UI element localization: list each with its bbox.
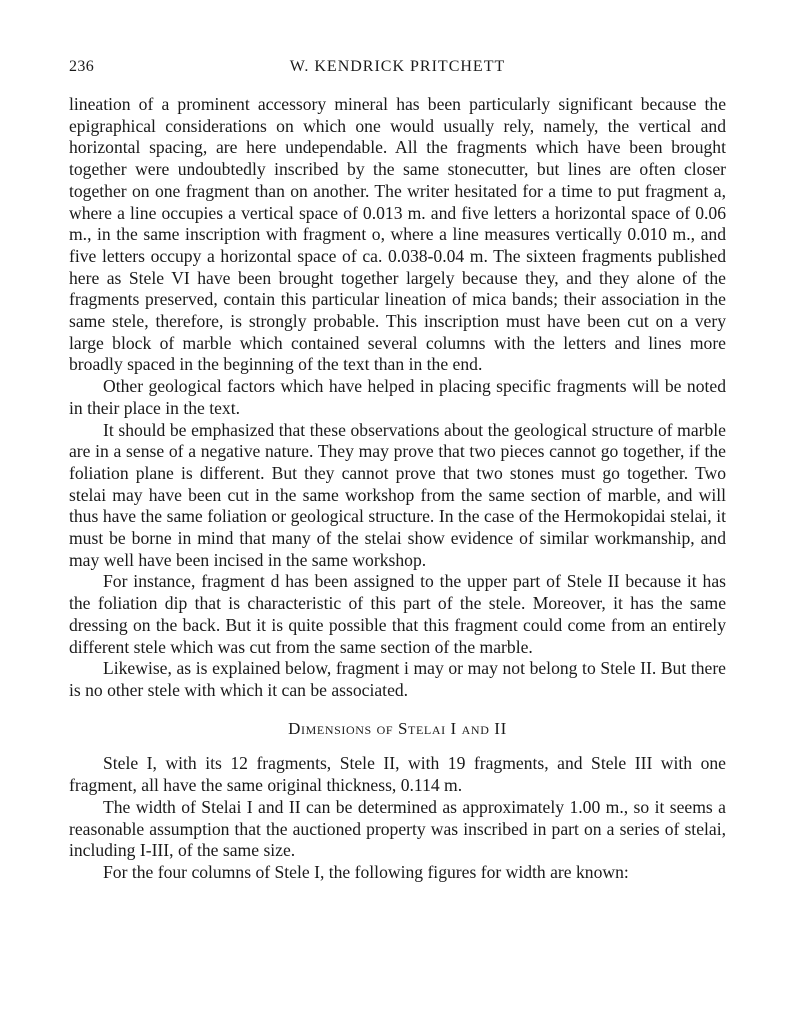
paragraph: Other geological factors which have helped in placing specific fragments will be noted in their place in the text. [69, 376, 726, 418]
page-number: 236 [69, 58, 95, 75]
page-header [69, 58, 726, 82]
paragraph: Stele I, with its 12 fragments, Stele II, with 19 fragments, and Stele III with one fragment, all have the same original thickness, 0.114 m. [69, 753, 726, 796]
running-head: W. KENDRICK PRITCHETT [289, 58, 506, 75]
paragraph: For the four columns of Stele I, the following figures for width are known: [103, 861, 629, 882]
paragraph: The width of Stelai I and II can be determined as approximately 1.00 m., so it seems a reasonable assumption that the auctioned property was inscribed in part on a series of stelai, including I-III, of the same size. [69, 796, 726, 861]
paragraph: Likewise, as is explained below, fragment i may or may not belong to Stele II. But there is no other stele with which it can be associated. [69, 658, 726, 700]
section-heading: Dimensions of Stelai I and II [288, 718, 507, 738]
paragraph: It should be emphasized that these observations about the geological structure of marble are in a sense of a negative nature. They may prove that two pieces cannot go together, if the foliation plane is different. But they cannot prove that two stones must go together. Two stelai may have been cut in the same workshop from the same section of marble, and will thus have the same foliation or geological structure. In the case of the Hermokopidai stelai, it must be borne in mind that many of the stelai show evidence of similar workmanship, and may well have been incised in the same workshop. [69, 419, 726, 570]
paragraph: For instance, fragment d has been assigned to the upper part of Stele II because it has the foliation dip that is characteristic of this part of the stele. Moreover, it has the same dressing on the back. But it is quite possible that this fragment could come from an entirely different stele which was cut from the same section of the marble. [69, 571, 726, 657]
body-text [69, 94, 726, 884]
paragraph: lineation of a prominent accessory mineral has been particularly significant because the epigraphical considerations on which one would usually rely, namely, the vertical and horizontal spacing, are here undependable. All the fragments which have been brought together were undoubtedly inscribed by the same stonecutter, but lines are often closer together on one fragment than on another. The writer hesitated for a time to put fragment a, where a line occupies a vertical space of 0.013 m. and five letters a horizontal space of 0.06 m., in the same inscription with fragment o, where a line measures vertically 0.010 m., and five letters occupy a horizontal space of ca. 0.038-0.04 m. The sixteen fragments published here as Stele VI have been brought together largely because they, and they alone of the fragments preserved, contain this particular lineation of mica bands; their association in the same stele, therefore, is strongly probable. This inscription must have been cut on a very large block of marble which contained several columns with the letters and lines more broadly spaced in the beginning of the text than in the end. [69, 94, 726, 375]
